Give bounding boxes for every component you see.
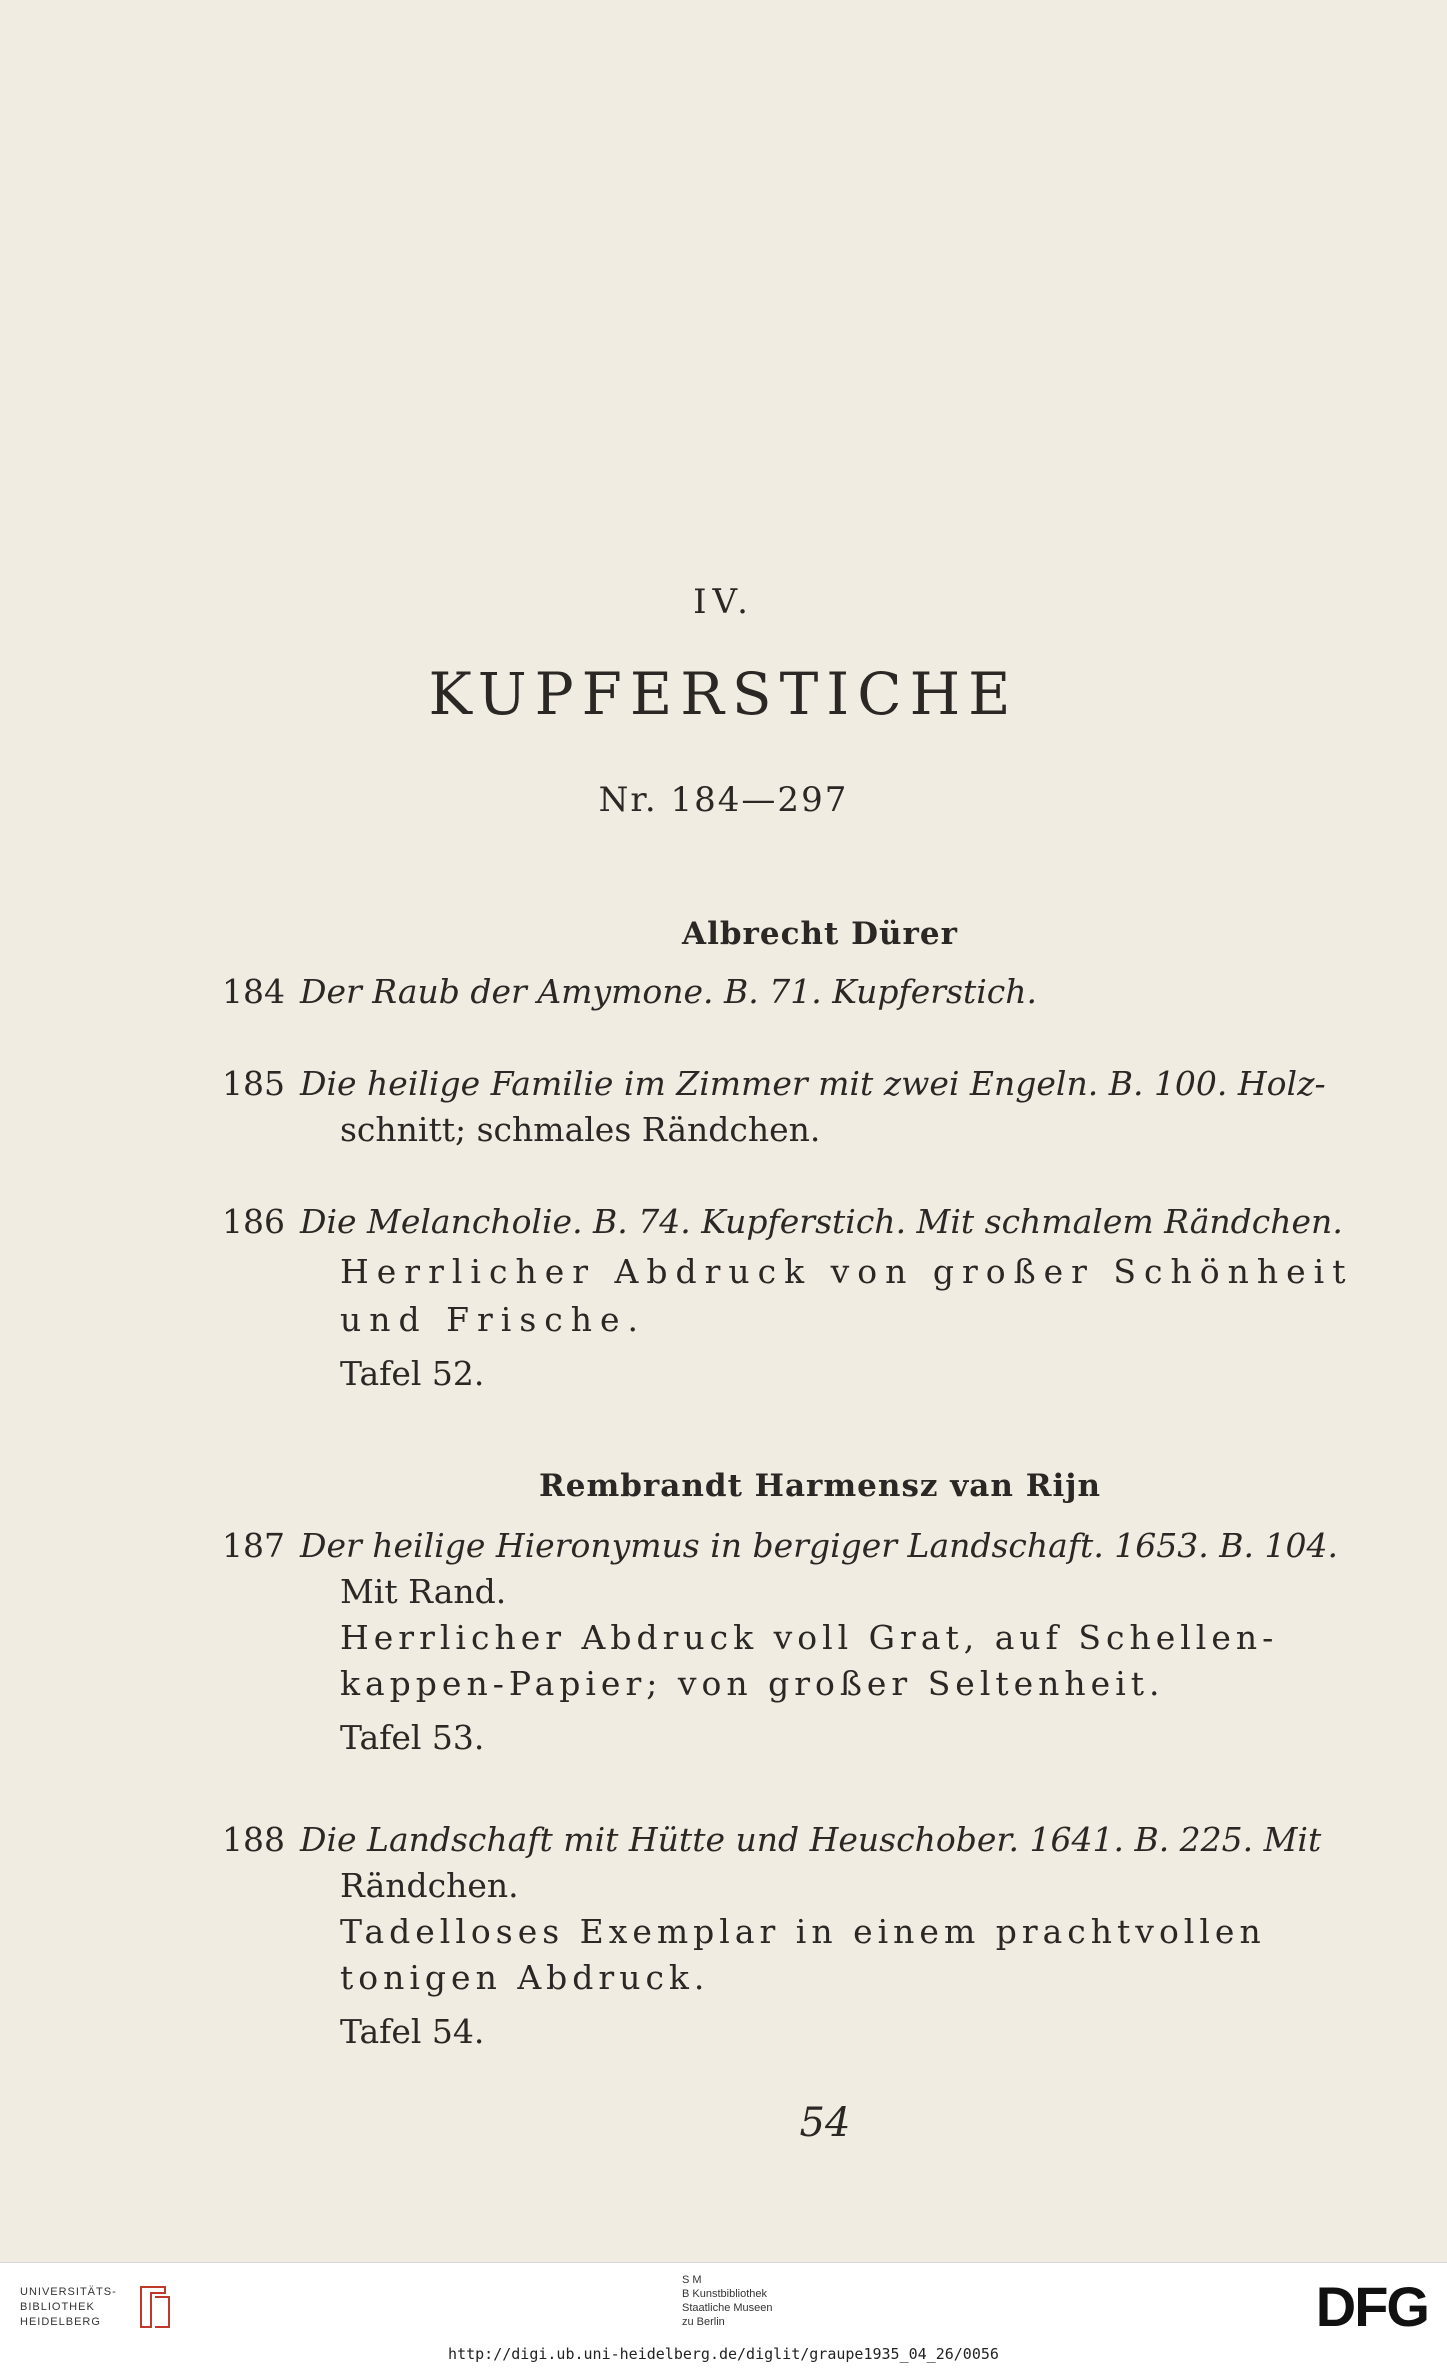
smb-logo-line: zu Berlin (682, 2316, 725, 2328)
section-part-number: IV. (693, 582, 754, 622)
viewer-footer (0, 2262, 1447, 2368)
dfg-logo: DFG (1315, 2275, 1428, 2338)
entry-number: 188 (222, 1820, 285, 1859)
entry-line: Die Landschaft mit Hütte und Heuschober. 1641. B. 225. Mit (300, 1820, 1322, 1859)
smb-kunstbibliothek-logo (682, 2273, 773, 2329)
page-number: 54 (799, 2100, 851, 2146)
smb-logo-line: S M (682, 2274, 702, 2286)
artist-heading: Albrecht Dürer (682, 916, 958, 952)
entry-line: Der heilige Hieronymus in bergiger Landschaft. 1653. B. 104. (300, 1526, 1338, 1565)
ub-heidelberg-logo (20, 2285, 117, 2330)
entry-number: 187 (222, 1526, 285, 1565)
entry-line: und Frische. (340, 1300, 647, 1339)
entry-line: Rändchen. (340, 1866, 519, 1905)
entry-plate: Tafel 53. (340, 1718, 485, 1757)
entry-line: Herrlicher Abdruck von großer Schönheit (340, 1252, 1354, 1291)
smb-logo-line: B Kunstbibliothek (682, 2288, 767, 2300)
entry-plate: Tafel 52. (340, 1354, 485, 1393)
entry-number: 184 (222, 972, 285, 1011)
smb-logo-line: Staatliche Museen (682, 2302, 773, 2314)
entry-line: kappen-Papier; von großer Seltenheit. (340, 1664, 1165, 1703)
permalink-text[interactable]: http://digi.ub.uni-heidelberg.de/diglit/graupe1935_04_26/0056 (444, 2345, 1003, 2363)
permalink-url[interactable] (0, 2345, 1447, 2363)
ub-logo-line: BIBLIOTHEK (20, 2301, 95, 2313)
ub-logo-line: UNIVERSITÄTS- (20, 2286, 117, 2298)
entry-line: Tadelloses Exemplar in einem prachtvollen (340, 1912, 1266, 1951)
ub-logo-line: HEIDELBERG (20, 2316, 101, 2328)
artist-heading: Rembrandt Harmensz van Rijn (538, 1468, 1102, 1504)
entry-line: Die Melancholie. B. 74. Kupferstich. Mit schmalem Rändchen. (300, 1202, 1343, 1241)
entry-line: tonigen Abdruck. (340, 1958, 710, 1997)
entry-number: 186 (222, 1202, 285, 1241)
entry-number: 185 (222, 1064, 285, 1103)
entry-plate: Tafel 54. (340, 2012, 485, 2051)
entry-line: Die heilige Familie im Zimmer mit zwei Engeln. B. 100. Holz- (300, 1064, 1326, 1103)
entry-line: Herrlicher Abdruck voll Grat, auf Schellen- (340, 1618, 1279, 1657)
entry-line: schnitt; schmales Rändchen. (340, 1110, 821, 1149)
section-number-range: Nr. 184—297 (598, 780, 849, 820)
ub-logo-mark-icon (135, 2283, 171, 2331)
entry-line: Mit Rand. (340, 1572, 507, 1611)
section-title: KUPFERSTICHE (428, 660, 1019, 728)
entry-line: Der Raub der Amymone. B. 71. Kupferstich. (300, 972, 1038, 1011)
